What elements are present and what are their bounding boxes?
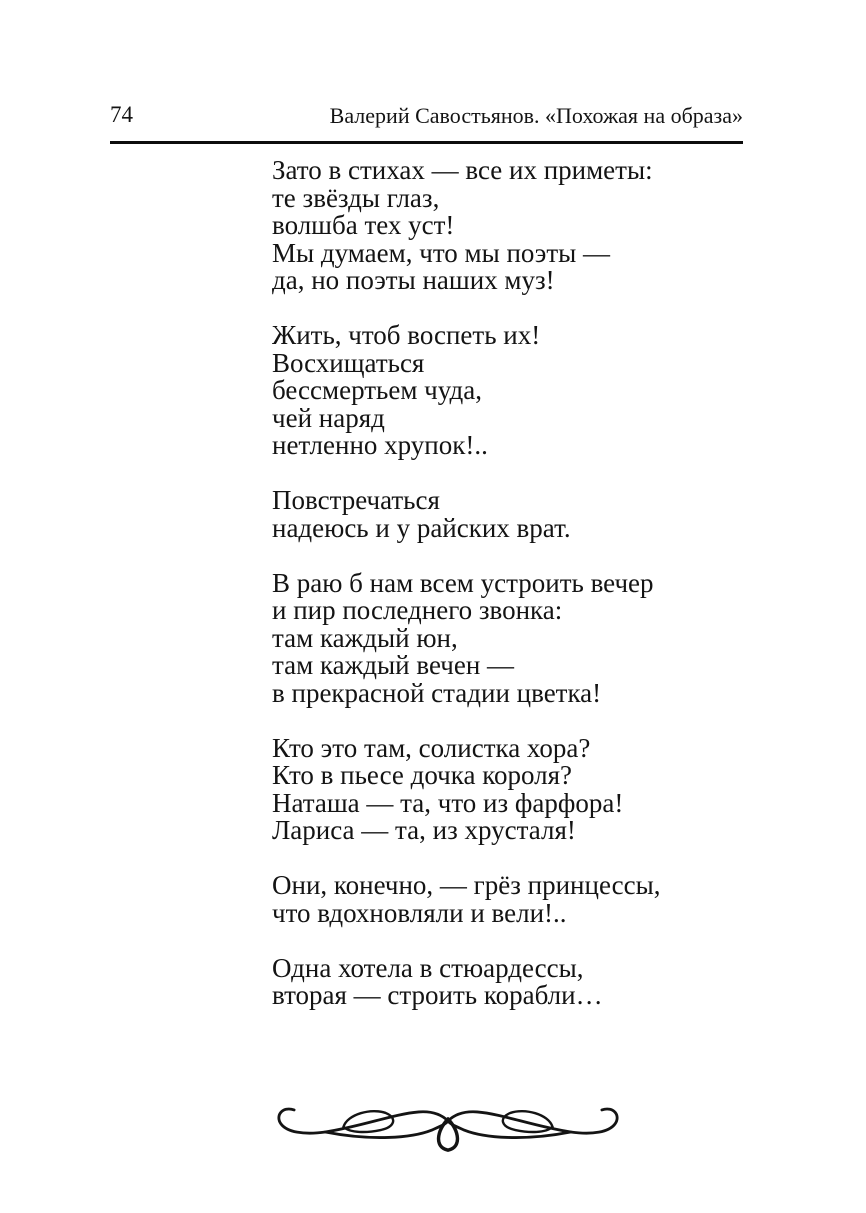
- poem-line: Одна хотела в стюардессы,: [272, 952, 584, 983]
- poem-line: нетленно хрупок!..: [272, 430, 488, 460]
- poem-line: волшба тех уст!: [272, 210, 455, 240]
- poem-line: Кто это там, солистка хора?: [272, 732, 591, 763]
- poem-line: те звёзды глаз,: [272, 182, 440, 213]
- poem-line: Лариса — та, из хрусталя!: [272, 815, 576, 845]
- poem-line: В раю б нам всем устроить вечер: [272, 567, 654, 598]
- poem-line: там каждый вечен —: [272, 650, 515, 680]
- poem-line: Повстречаться: [272, 485, 440, 515]
- poem-line: вторая — строить корабли…: [272, 980, 603, 1010]
- poem-line: Мы думаем, что мы поэты —: [272, 237, 611, 268]
- stanza: [272, 322, 660, 460]
- flourish-ornament-icon: [273, 1096, 623, 1154]
- poem-line: и пир последнего звонка:: [272, 595, 563, 625]
- poem-line: чей наряд: [272, 402, 385, 433]
- page-number: 74: [110, 102, 133, 127]
- poem-line: в прекрасной стадии цветка!: [272, 677, 602, 708]
- poem-line: Они, конечно, — грёз принцессы,: [272, 870, 661, 900]
- poem-line: да, но поэты наших муз!: [272, 265, 555, 295]
- stanza: [272, 872, 660, 927]
- poem-line: надеюсь и у райских врат.: [272, 512, 571, 543]
- poem-line: Кто в пьесе дочка короля?: [272, 760, 572, 790]
- stanza: [272, 952, 660, 1010]
- poem-line: Жить, чтоб воспеть их!: [272, 320, 541, 350]
- header-rule: [110, 141, 743, 144]
- stanza: [272, 567, 660, 708]
- stanza: [272, 732, 660, 845]
- poem-line: бессмертьем чуда,: [272, 375, 483, 405]
- poem: [272, 157, 660, 1037]
- running-title: Валерий Савостьянов. «Похожая на образа»: [329, 103, 743, 128]
- poem-line: Восхищаться: [272, 347, 425, 378]
- poem-line: там каждый юн,: [272, 622, 458, 653]
- stanza: [272, 487, 660, 542]
- stanza: [272, 157, 660, 295]
- poem-line: что вдохновляли и вели!..: [272, 897, 567, 928]
- poem-line: Зато в стихах — все их приметы:: [272, 155, 653, 185]
- poem-line: Наташа — та, что из фарфора!: [272, 787, 624, 818]
